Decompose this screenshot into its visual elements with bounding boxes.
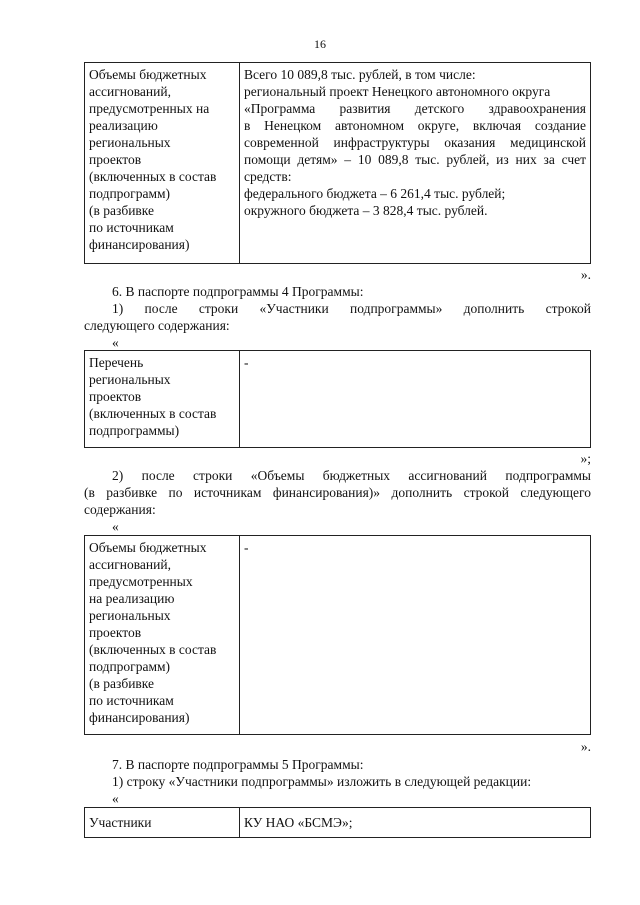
text-line: подпрограммы) [89,423,180,438]
item-6-2-line: (в разбивке по источникам финансирования)» дополнить строкой следующего [84,485,591,500]
text-line: по источникам [89,220,174,235]
budget-value-cell [240,63,591,264]
participants-table [84,807,591,838]
opening-quote: « [112,335,119,350]
text-line: в Ненецком автономном округе, включая создание [244,118,586,133]
projects-value-cell: - [240,351,591,448]
budget-label-cell [85,63,240,264]
opening-quote: « [112,791,119,806]
closing-quote: »; [580,451,591,466]
text-line: проектов [89,152,142,167]
opening-quote: « [112,519,119,534]
text-line: проектов [89,389,142,404]
text-line: (включенных в состав [89,642,217,657]
text-line: региональных [89,608,171,623]
participants-label-cell: Участники [85,808,240,838]
budget-value-cell: - [240,536,591,735]
text-line: подпрограмм) [89,186,171,201]
item-7-heading: 7. В паспорте подпрограммы 5 Программы: [112,757,364,772]
text-line: на реализацию [89,591,175,606]
text-line: реализацию [89,118,158,133]
projects-label-cell [85,351,240,448]
text-line: предусмотренных [89,574,193,589]
item-6-2-line: содержания: [84,502,156,517]
text-line: предусмотренных на [89,101,210,116]
text-line: современной инфраструктуры оказания медицинской [244,135,586,150]
text-line: средств: [244,169,292,184]
text-line: окружного бюджета – 3 828,4 тыс. рублей. [244,203,488,218]
item-6-1-line: следующего содержания: [84,318,230,333]
budget-table-subprogram [84,535,591,735]
item-6-1-line: 1) после строки «Участники подпрограммы» дополнить строкой [112,301,591,316]
budget-table-program [84,62,591,264]
text-line: финансирования) [89,710,190,725]
text-line: Объемы бюджетных [89,540,207,555]
regional-projects-table [84,350,591,448]
text-line: региональных [89,135,171,150]
item-6-2-line: 2) после строки «Объемы бюджетных ассигнований подпрограммы [112,468,591,483]
participants-value-cell: КУ НАО «БСМЭ»; [240,808,591,838]
text-line: Всего 10 089,8 тыс. рублей, в том числе: [244,67,476,82]
text-line: «Программа развития детского здравоохранения [244,101,586,116]
text-line: помощи детям» – 10 089,8 тыс. рублей, из них за счет [244,152,586,167]
page-number: 16 [314,37,326,51]
closing-quote: ». [580,739,591,754]
text-line: финансирования) [89,237,190,252]
text-line: (включенных в состав [89,406,217,421]
text-line: региональный проект Ненецкого автономного округа [244,84,551,99]
text-line: подпрограмм) [89,659,171,674]
text-line: (в разбивке [89,203,155,218]
text-line: (включенных в состав [89,169,217,184]
budget-label-cell [85,536,240,735]
item-7-1-line: 1) строку «Участники подпрограммы» изложить в следующей редакции: [112,774,532,789]
text-line: федерального бюджета – 6 261,4 тыс. рублей; [244,186,506,201]
text-line: (в разбивке [89,676,155,691]
text-line: проектов [89,625,142,640]
text-line: Перечень [89,355,144,370]
text-line: по источникам [89,693,174,708]
text-line: Объемы бюджетных [89,67,207,82]
text-line: ассигнований, [89,84,171,99]
closing-quote: ». [580,267,591,282]
item-6-heading: 6. В паспорте подпрограммы 4 Программы: [112,284,364,299]
text-line: региональных [89,372,171,387]
text-line: ассигнований, [89,557,171,572]
